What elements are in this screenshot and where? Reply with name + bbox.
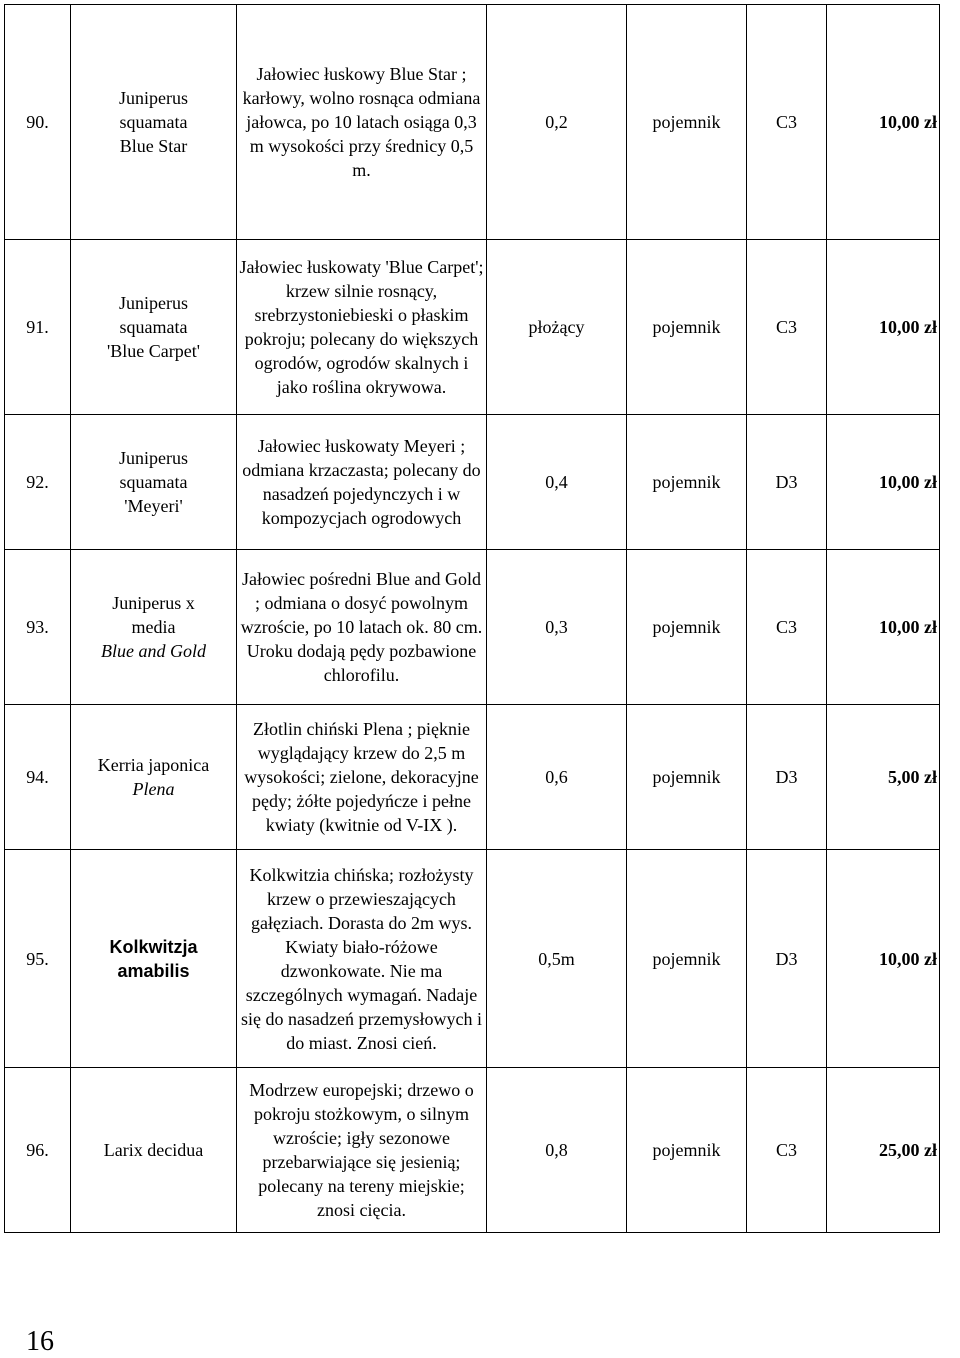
row-number: 96. [5,1068,71,1233]
plant-class: C3 [747,5,827,240]
plant-description: Jałowiec pośredni Blue and Gold ; odmiana o dosyć powolnym wzroście, po 10 latach ok. 80 cm. Uroku dodają pędy pozbawione chlorofilu. [237,550,487,705]
plant-name-line: squamata [119,317,188,337]
plant-size: 0,2 [487,5,627,240]
plant-price: 10,00 zł [827,240,940,415]
plant-name-line: Blue and Gold [101,641,206,661]
plant-size: 0,3 [487,550,627,705]
row-number: 95. [5,850,71,1068]
plant-class: C3 [747,240,827,415]
plant-name-line: Blue Star [119,136,188,156]
plant-name-line: Juniperus [119,293,188,313]
row-number: 94. [5,705,71,850]
plant-name [71,550,237,705]
page-number: 16 [26,1326,54,1357]
table-row [5,550,940,705]
plant-description: Jałowiec łuskowaty 'Blue Carpet'; krzew silnie rosnący, srebrzystoniebieski o płaskim pokroju; polecany do większych ogrodów, ogrodów skalnych i jako roślina okrywowa. [237,240,487,415]
plant-class: D3 [747,705,827,850]
plant-description: Kolkwitzia chińska; rozłożysty krzew o przewieszających gałęziach. Dorasta do 2m wys. Kwiaty biało-różowe dzwonkowate. Nie ma szczególnych wymagań. Nadaje się do nasadzeń przemysłowych i do miast. Znosi cień. [237,850,487,1068]
plant-container: pojemnik [627,550,747,705]
plant-name-line: Larix decidua [103,1140,204,1160]
plant-class: C3 [747,550,827,705]
plant-name-line: Juniperus [119,88,188,108]
plant-name-line: 'Meyeri' [124,496,183,516]
plant-size: płożący [487,240,627,415]
table-row [5,705,940,850]
plant-price: 10,00 zł [827,850,940,1068]
plant-table [4,4,940,1233]
plant-name-line: squamata [119,112,188,132]
plant-name-line: Juniperus [119,448,188,468]
plant-size: 0,4 [487,415,627,550]
plant-size: 0,8 [487,1068,627,1233]
plant-name [71,850,237,1068]
plant-container: pojemnik [627,240,747,415]
plant-name-line: Kolkwitzja [109,936,198,957]
plant-container: pojemnik [627,5,747,240]
row-number: 92. [5,415,71,550]
plant-description: Jałowiec łuskowy Blue Star ; karłowy, wolno rosnąca odmiana jałowca, po 10 latach osiąga 0,3 m wysokości przy średnicy 0,5 m. [237,5,487,240]
plant-name-line: 'Blue Carpet' [107,341,200,361]
plant-size: 0,5m [487,850,627,1068]
plant-name-line: Kerria japonica [97,755,210,775]
plant-name-line: squamata [119,472,188,492]
row-number: 93. [5,550,71,705]
plant-name [71,5,237,240]
plant-name-line: Juniperus x [112,593,195,613]
table-row [5,1068,940,1233]
plant-description: Modrzew europejski; drzewo o pokroju stożkowym, o silnym wzroście; igły sezonowe przebarwiające się jesienią; polecany na tereny miejskie; znosi cięcia. [237,1068,487,1233]
plant-name [71,415,237,550]
plant-price: 10,00 zł [827,550,940,705]
plant-class: D3 [747,850,827,1068]
plant-name-line: amabilis [117,960,190,981]
plant-container: pojemnik [627,1068,747,1233]
plant-name [71,1068,237,1233]
plant-container: pojemnik [627,705,747,850]
plant-name-line: Plena [132,779,175,799]
table-row [5,415,940,550]
plant-price: 10,00 zł [827,5,940,240]
table-row [5,850,940,1068]
plant-price: 25,00 zł [827,1068,940,1233]
plant-container: pojemnik [627,850,747,1068]
plant-name-line: media [131,617,176,637]
row-number: 91. [5,240,71,415]
plant-price: 10,00 zł [827,415,940,550]
plant-description: Jałowiec łuskowaty Meyeri ; odmiana krzaczasta; polecany do nasadzeń pojedynczych i w kompozycjach ogrodowych [237,415,487,550]
plant-class: C3 [747,1068,827,1233]
plant-class: D3 [747,415,827,550]
table-row [5,240,940,415]
plant-name [71,705,237,850]
plant-size: 0,6 [487,705,627,850]
table-row [5,5,940,240]
plant-name [71,240,237,415]
row-number: 90. [5,5,71,240]
plant-description: Złotlin chiński Plena ; pięknie wyglądający krzew do 2,5 m wysokości; zielone, dekoracyjne pędy; żółte pojedyńcze i pełne kwiaty (kwitnie od V-IX ). [237,705,487,850]
plant-container: pojemnik [627,415,747,550]
plant-price: 5,00 zł [827,705,940,850]
